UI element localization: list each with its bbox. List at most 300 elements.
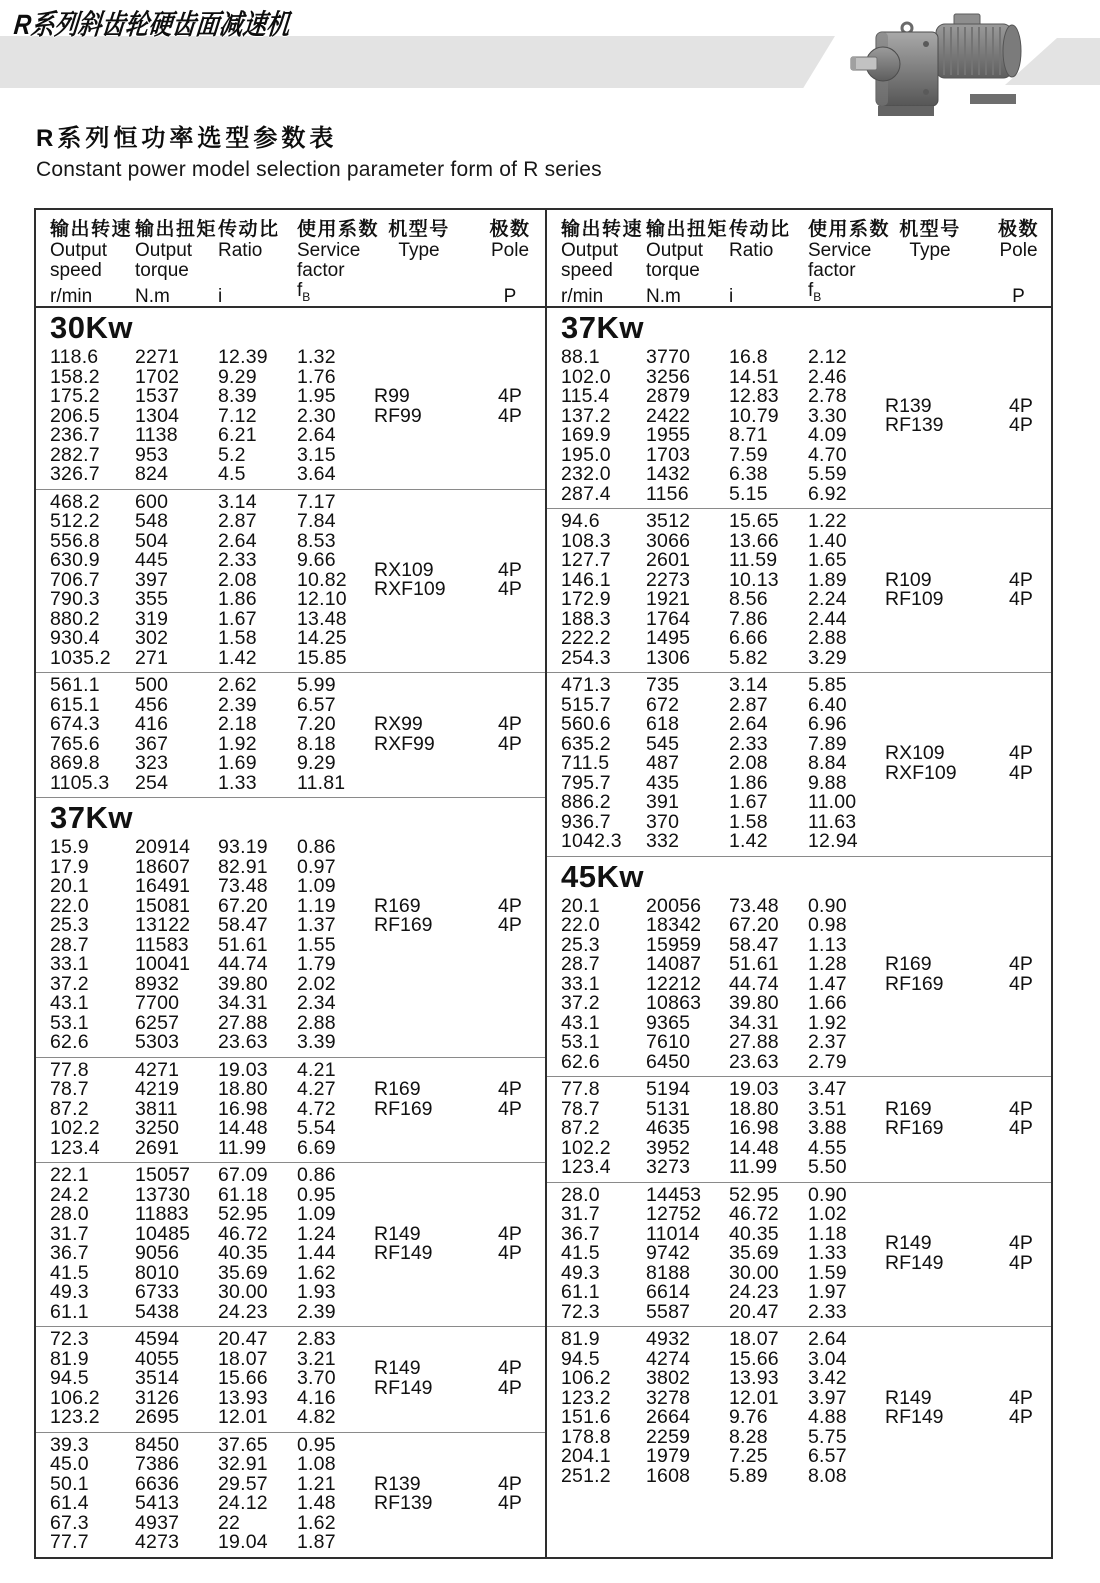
cell-factor: 4.72 xyxy=(297,1097,336,1120)
cell-factor: 2.39 xyxy=(297,1300,336,1323)
cell-ratio: 46.72 xyxy=(729,1203,779,1225)
cell-ratio: 11.99 xyxy=(218,1136,267,1159)
cell-torque: 254 xyxy=(135,771,169,794)
table-row xyxy=(36,933,545,956)
table-row xyxy=(547,1300,1051,1323)
table-row xyxy=(36,972,545,995)
table-row xyxy=(36,365,545,388)
cell-factor: 1.47 xyxy=(808,972,847,995)
table-row xyxy=(547,1158,1051,1178)
cell-torque: 8450 xyxy=(135,1433,180,1456)
cell-ratio: 20.47 xyxy=(218,1328,268,1350)
cell-torque: 4274 xyxy=(646,1347,691,1370)
pole-labels xyxy=(1009,394,1033,437)
type-label: RF169 xyxy=(374,914,433,936)
type-labels xyxy=(885,1234,944,1273)
cell-ratio: 2.39 xyxy=(218,693,257,716)
table-row xyxy=(36,529,545,552)
table-heading xyxy=(36,118,602,182)
header-label-zh: 使用系数 xyxy=(808,219,891,240)
pole-label: 4P xyxy=(498,1242,522,1264)
pole-label: 4P xyxy=(1009,568,1033,591)
cell-ratio: 1.86 xyxy=(218,588,257,610)
type-labels xyxy=(374,1080,433,1119)
cell-torque: 1703 xyxy=(646,443,691,466)
cell-torque: 2271 xyxy=(135,346,180,368)
cell-factor: 5.85 xyxy=(808,674,847,696)
table-row xyxy=(547,810,1051,833)
cell-torque: 5194 xyxy=(646,1078,691,1100)
cell-ratio: 39.80 xyxy=(218,972,268,995)
pole-labels xyxy=(498,1359,522,1398)
cell-torque: 5438 xyxy=(135,1300,180,1323)
cell-factor: 8.18 xyxy=(297,732,336,755)
table-row xyxy=(36,1183,545,1206)
table-row xyxy=(547,715,1051,735)
type-labels xyxy=(374,1359,433,1398)
cell-factor: 2.64 xyxy=(808,1328,847,1350)
column-header-pole xyxy=(986,210,1051,313)
table-row xyxy=(36,1058,545,1081)
cell-speed: 49.3 xyxy=(50,1281,89,1303)
cell-torque: 456 xyxy=(135,693,169,716)
cell-factor: 1.95 xyxy=(297,385,336,407)
table-row xyxy=(547,1408,1051,1428)
cell-factor: 12.10 xyxy=(297,588,347,610)
table-row xyxy=(36,1166,545,1186)
cell-speed: 61.1 xyxy=(50,1300,89,1323)
cell-torque: 600 xyxy=(135,490,169,513)
cell-factor: 5.54 xyxy=(297,1117,336,1139)
header-label-en: Pole xyxy=(999,240,1038,261)
cell-speed: 49.3 xyxy=(561,1261,600,1284)
table-row xyxy=(36,877,545,897)
header-unit: r/min xyxy=(561,285,604,307)
cell-torque: 1432 xyxy=(646,463,691,485)
type-label: RXF99 xyxy=(374,732,435,755)
cell-factor: 0.86 xyxy=(297,1164,336,1186)
cell-speed: 471.3 xyxy=(561,674,611,696)
cell-ratio: 67.20 xyxy=(729,914,779,936)
header-label-en: Ratio xyxy=(218,240,263,261)
type-label: R169 xyxy=(374,894,421,917)
cell-speed: 635.2 xyxy=(561,732,611,755)
cell-factor: 1.02 xyxy=(808,1203,847,1225)
type-label: RX109 xyxy=(374,558,434,581)
pole-label: 4P xyxy=(1009,1232,1033,1255)
data-block xyxy=(547,894,1051,1077)
type-label: R139 xyxy=(374,1472,421,1495)
cell-factor: 2.88 xyxy=(808,627,847,649)
cell-speed: 87.2 xyxy=(561,1117,600,1139)
cell-torque: 10041 xyxy=(135,953,191,975)
type-labels xyxy=(374,387,422,426)
cell-speed: 123.4 xyxy=(561,1156,611,1178)
table-half-left xyxy=(36,210,547,1557)
cell-ratio: 15.66 xyxy=(218,1367,268,1389)
cell-ratio: 7.12 xyxy=(218,404,257,427)
cell-torque: 3952 xyxy=(646,1136,691,1159)
cell-speed: 36.7 xyxy=(50,1242,89,1264)
data-block xyxy=(547,1076,1051,1182)
header-unit: N.m xyxy=(135,285,170,307)
pole-label: 4P xyxy=(498,385,522,407)
cell-factor: 6.40 xyxy=(808,693,847,716)
table-row xyxy=(547,1369,1051,1389)
cell-factor: 3.97 xyxy=(808,1386,847,1409)
cell-speed: 172.9 xyxy=(561,588,611,610)
cell-ratio: 30.00 xyxy=(729,1261,779,1284)
header-label-en: Output xyxy=(561,240,619,261)
cell-ratio: 61.18 xyxy=(218,1183,268,1206)
cell-speed: 560.6 xyxy=(561,713,611,735)
cell-factor: 1.97 xyxy=(808,1281,847,1303)
table-row xyxy=(547,443,1051,466)
parameter-table xyxy=(34,208,1053,1559)
cell-torque: 735 xyxy=(646,674,680,696)
cell-torque: 5587 xyxy=(646,1300,691,1323)
cell-ratio: 2.33 xyxy=(729,732,768,755)
header-label-en: Type xyxy=(398,240,440,261)
cell-speed: 61.4 xyxy=(50,1492,89,1514)
table-row xyxy=(547,568,1051,591)
cell-torque: 4594 xyxy=(135,1328,180,1350)
cell-factor: 3.70 xyxy=(297,1367,336,1389)
table-row xyxy=(36,732,545,755)
cell-ratio: 67.20 xyxy=(218,894,268,917)
cell-torque: 2259 xyxy=(646,1425,691,1448)
pole-label: 4P xyxy=(498,1097,522,1120)
cell-torque: 9056 xyxy=(135,1242,180,1264)
table-row xyxy=(547,1425,1051,1448)
cell-torque: 271 xyxy=(135,646,169,669)
cell-speed: 37.2 xyxy=(561,992,600,1014)
type-labels xyxy=(885,1386,944,1428)
cell-factor: 1.87 xyxy=(297,1531,336,1553)
cell-ratio: 7.59 xyxy=(729,443,768,466)
cell-speed: 31.7 xyxy=(561,1203,600,1225)
cell-speed: 43.1 xyxy=(561,1011,600,1034)
header-label-zh: 机型号 xyxy=(388,219,450,240)
cell-ratio: 6.66 xyxy=(729,627,768,649)
cell-ratio: 6.21 xyxy=(218,424,257,446)
header-label-zh: 极数 xyxy=(997,219,1039,240)
cell-ratio: 23.63 xyxy=(729,1050,779,1073)
cell-factor: 0.97 xyxy=(297,855,336,878)
cell-speed: 102.0 xyxy=(561,365,611,388)
table-row xyxy=(36,387,545,407)
shaft-end xyxy=(851,57,856,70)
pole-label: 4P xyxy=(1009,1097,1033,1120)
cell-ratio: 44.74 xyxy=(218,953,268,975)
cell-factor: 2.37 xyxy=(808,1031,847,1053)
cell-torque: 15081 xyxy=(135,894,191,917)
data-block xyxy=(36,1432,545,1557)
cell-torque: 1156 xyxy=(646,482,689,505)
cell-speed: 674.3 xyxy=(50,713,100,735)
cell-speed: 94.5 xyxy=(50,1367,89,1389)
header-unit: $f_B$ xyxy=(808,280,822,304)
table-row xyxy=(547,994,1051,1014)
section-title: 45Kw xyxy=(547,856,1051,894)
cell-speed: 615.1 xyxy=(50,693,100,716)
cell-speed: 53.1 xyxy=(561,1031,600,1053)
cell-speed: 102.2 xyxy=(561,1136,611,1159)
data-block xyxy=(547,345,1051,508)
cell-torque: 367 xyxy=(135,732,169,755)
header-label-zh: 输出扭矩 xyxy=(646,219,729,240)
cell-factor: 0.98 xyxy=(808,914,847,936)
pole-labels xyxy=(498,558,522,601)
type-label: RXF109 xyxy=(885,761,957,784)
cell-ratio: 15.66 xyxy=(729,1347,779,1370)
cell-speed: 78.7 xyxy=(50,1078,89,1100)
cell-torque: 5131 xyxy=(646,1097,691,1120)
cell-factor: 4.09 xyxy=(808,424,847,446)
cell-speed: 1105.3 xyxy=(50,771,110,794)
cell-speed: 62.6 xyxy=(561,1050,600,1073)
cell-ratio: 1.42 xyxy=(729,830,768,852)
cell-torque: 370 xyxy=(646,810,680,833)
table-row xyxy=(36,465,545,485)
cell-speed: 222.2 xyxy=(561,627,611,649)
cell-ratio: 13.66 xyxy=(729,529,779,552)
cell-speed: 123.2 xyxy=(50,1406,100,1428)
type-label: RF109 xyxy=(885,588,944,610)
type-labels xyxy=(885,568,944,610)
table-half-right xyxy=(547,210,1051,1557)
type-labels xyxy=(885,1097,944,1139)
table-row xyxy=(547,1011,1051,1034)
cell-torque: 545 xyxy=(646,732,680,755)
pole-labels xyxy=(498,1472,522,1514)
cell-factor: 2.24 xyxy=(808,588,847,610)
cell-ratio: 32.91 xyxy=(218,1453,268,1475)
cell-factor: 1.93 xyxy=(297,1281,336,1303)
cell-torque: 6257 xyxy=(135,1011,180,1034)
cell-factor: 3.15 xyxy=(297,443,336,466)
cell-speed: 236.7 xyxy=(50,424,100,446)
cell-speed: 87.2 xyxy=(50,1097,89,1120)
pole-labels xyxy=(498,387,522,426)
cell-torque: 13730 xyxy=(135,1183,191,1206)
type-label: R109 xyxy=(885,568,932,591)
cell-factor: 1.28 xyxy=(808,953,847,975)
cell-torque: 2273 xyxy=(646,568,691,591)
motor-end-cap xyxy=(1003,25,1021,77)
cell-factor: 2.64 xyxy=(297,424,336,446)
table-row xyxy=(36,676,545,696)
cell-factor: 15.85 xyxy=(297,646,347,669)
cell-speed: 17.9 xyxy=(50,855,89,878)
cell-factor: 5.99 xyxy=(297,674,336,696)
cell-speed: 28.0 xyxy=(50,1203,89,1225)
cell-ratio: 19.03 xyxy=(729,1078,779,1100)
cell-speed: 115.4 xyxy=(561,385,610,407)
table-row xyxy=(547,1136,1051,1159)
cell-torque: 1537 xyxy=(135,385,180,407)
cell-ratio: 2.33 xyxy=(218,549,257,571)
cell-speed: 326.7 xyxy=(50,463,100,485)
cell-ratio: 1.86 xyxy=(729,771,768,794)
pole-label: 4P xyxy=(1009,588,1033,610)
pole-label: 4P xyxy=(1009,953,1033,975)
table-row xyxy=(547,348,1051,368)
cell-ratio: 12.83 xyxy=(729,385,779,407)
cell-factor: 1.79 xyxy=(297,953,336,975)
cell-speed: 25.3 xyxy=(561,933,600,956)
type-label: RF99 xyxy=(374,404,422,427)
cell-torque: 435 xyxy=(646,771,680,794)
cell-torque: 1304 xyxy=(135,404,180,427)
header-label-en: speed xyxy=(50,260,102,281)
type-labels xyxy=(885,744,957,783)
cell-speed: 123.2 xyxy=(561,1386,611,1409)
cell-speed: 886.2 xyxy=(561,791,611,813)
cell-torque: 416 xyxy=(135,713,169,735)
table-row xyxy=(36,1136,545,1159)
table-row xyxy=(36,629,545,649)
cell-torque: 15057 xyxy=(135,1164,191,1186)
cell-torque: 11014 xyxy=(646,1222,700,1245)
table-row xyxy=(547,426,1051,446)
table-row xyxy=(547,1283,1051,1303)
cell-ratio: 67.09 xyxy=(218,1164,268,1186)
cell-speed: 108.3 xyxy=(561,529,611,552)
cell-factor: 0.90 xyxy=(808,1183,847,1206)
cell-torque: 319 xyxy=(135,607,169,630)
cell-ratio: 2.87 xyxy=(729,693,768,716)
table-title-zh: R系列恒功率选型参数表 xyxy=(36,125,338,152)
pole-label: 4P xyxy=(498,732,522,755)
type-label: R149 xyxy=(374,1357,421,1380)
table-row xyxy=(36,1261,545,1284)
cell-torque: 323 xyxy=(135,752,169,774)
gear-reducer-image xyxy=(850,4,1045,122)
cell-ratio: 40.35 xyxy=(218,1242,268,1264)
cell-speed: 790.3 xyxy=(50,588,100,610)
cell-torque: 16491 xyxy=(135,875,191,897)
cell-speed: 930.4 xyxy=(50,627,100,649)
cell-factor: 1.09 xyxy=(297,1203,336,1225)
cell-ratio: 9.76 xyxy=(729,1406,768,1428)
table-row xyxy=(547,894,1051,917)
cell-speed: 41.5 xyxy=(50,1261,89,1284)
cell-speed: 880.2 xyxy=(50,607,100,630)
pole-label: 4P xyxy=(1009,414,1033,437)
table-row xyxy=(36,1300,545,1323)
cell-factor: 12.94 xyxy=(808,830,858,852)
cell-ratio: 2.08 xyxy=(729,752,768,774)
column-header-pole xyxy=(475,210,545,313)
table-row xyxy=(36,1533,545,1553)
cell-ratio: 18.80 xyxy=(218,1078,268,1100)
cell-torque: 504 xyxy=(135,529,169,552)
cell-speed: 81.9 xyxy=(50,1347,89,1370)
cell-speed: 28.7 xyxy=(561,953,600,975)
cell-torque: 7700 xyxy=(135,992,180,1014)
cell-torque: 3811 xyxy=(135,1097,178,1120)
cell-torque: 4273 xyxy=(135,1531,180,1553)
cell-speed: 232.0 xyxy=(561,463,611,485)
cell-torque: 3770 xyxy=(646,346,691,368)
cell-torque: 11583 xyxy=(135,933,189,956)
table-row xyxy=(547,590,1051,610)
cell-ratio: 3.14 xyxy=(218,490,257,513)
pole-labels xyxy=(498,1080,522,1119)
table-row xyxy=(547,732,1051,755)
cell-factor: 6.92 xyxy=(808,482,847,505)
cell-torque: 6733 xyxy=(135,1281,180,1303)
cell-torque: 13122 xyxy=(135,914,191,936)
data-block xyxy=(36,1057,545,1163)
cell-torque: 4932 xyxy=(646,1328,691,1350)
cell-torque: 3273 xyxy=(646,1156,691,1178)
cell-factor: 8.84 xyxy=(808,752,847,774)
header-unit: r/min xyxy=(50,285,93,307)
cell-ratio: 12.39 xyxy=(218,346,268,368)
pole-label: 4P xyxy=(498,558,522,581)
cell-speed: 169.9 xyxy=(561,424,611,446)
cell-torque: 953 xyxy=(135,443,169,466)
cell-factor: 1.92 xyxy=(808,1011,847,1034)
cell-ratio: 1.58 xyxy=(729,810,768,833)
cell-torque: 1495 xyxy=(646,627,691,649)
cell-torque: 332 xyxy=(646,830,680,852)
table-row xyxy=(547,1330,1051,1350)
cell-torque: 3066 xyxy=(646,529,691,552)
cell-torque: 3512 xyxy=(646,510,691,532)
type-labels xyxy=(885,955,944,994)
table-row xyxy=(36,1205,545,1225)
type-labels xyxy=(374,558,446,601)
pole-label: 4P xyxy=(1009,394,1033,417)
table-row xyxy=(36,955,545,975)
table-row xyxy=(36,1330,545,1350)
cell-torque: 8188 xyxy=(646,1261,691,1284)
table-row xyxy=(36,1511,545,1534)
column-header-ratio xyxy=(715,210,794,313)
cell-ratio: 5.89 xyxy=(729,1464,768,1487)
cell-factor: 1.08 xyxy=(297,1453,336,1475)
cell-ratio: 1.58 xyxy=(218,627,257,649)
data-block xyxy=(36,1162,545,1326)
cell-torque: 2664 xyxy=(646,1406,691,1428)
cell-factor: 4.82 xyxy=(297,1406,336,1428)
cell-factor: 0.86 xyxy=(297,836,336,858)
cell-torque: 445 xyxy=(135,549,169,571)
table-row xyxy=(36,1244,545,1264)
cell-factor: 1.32 xyxy=(297,346,336,368)
header-label-zh: 输出扭矩 xyxy=(135,219,218,240)
cell-speed: 37.2 xyxy=(50,972,89,995)
cell-torque: 1138 xyxy=(135,424,178,446)
table-row xyxy=(547,916,1051,936)
cell-torque: 9742 xyxy=(646,1242,691,1264)
cell-ratio: 44.74 xyxy=(729,972,779,995)
cell-factor: 2.02 xyxy=(297,972,336,995)
cell-ratio: 30.00 xyxy=(218,1281,268,1303)
cell-torque: 20914 xyxy=(135,836,191,858)
type-label: RF169 xyxy=(374,1097,433,1120)
cell-torque: 10863 xyxy=(646,992,702,1014)
cell-torque: 7610 xyxy=(646,1031,691,1053)
cell-torque: 5303 xyxy=(135,1031,180,1053)
cell-factor: 1.59 xyxy=(808,1261,847,1284)
cell-ratio: 35.69 xyxy=(729,1242,779,1264)
cell-ratio: 16.98 xyxy=(729,1117,779,1139)
gearbox-foot xyxy=(878,106,934,116)
